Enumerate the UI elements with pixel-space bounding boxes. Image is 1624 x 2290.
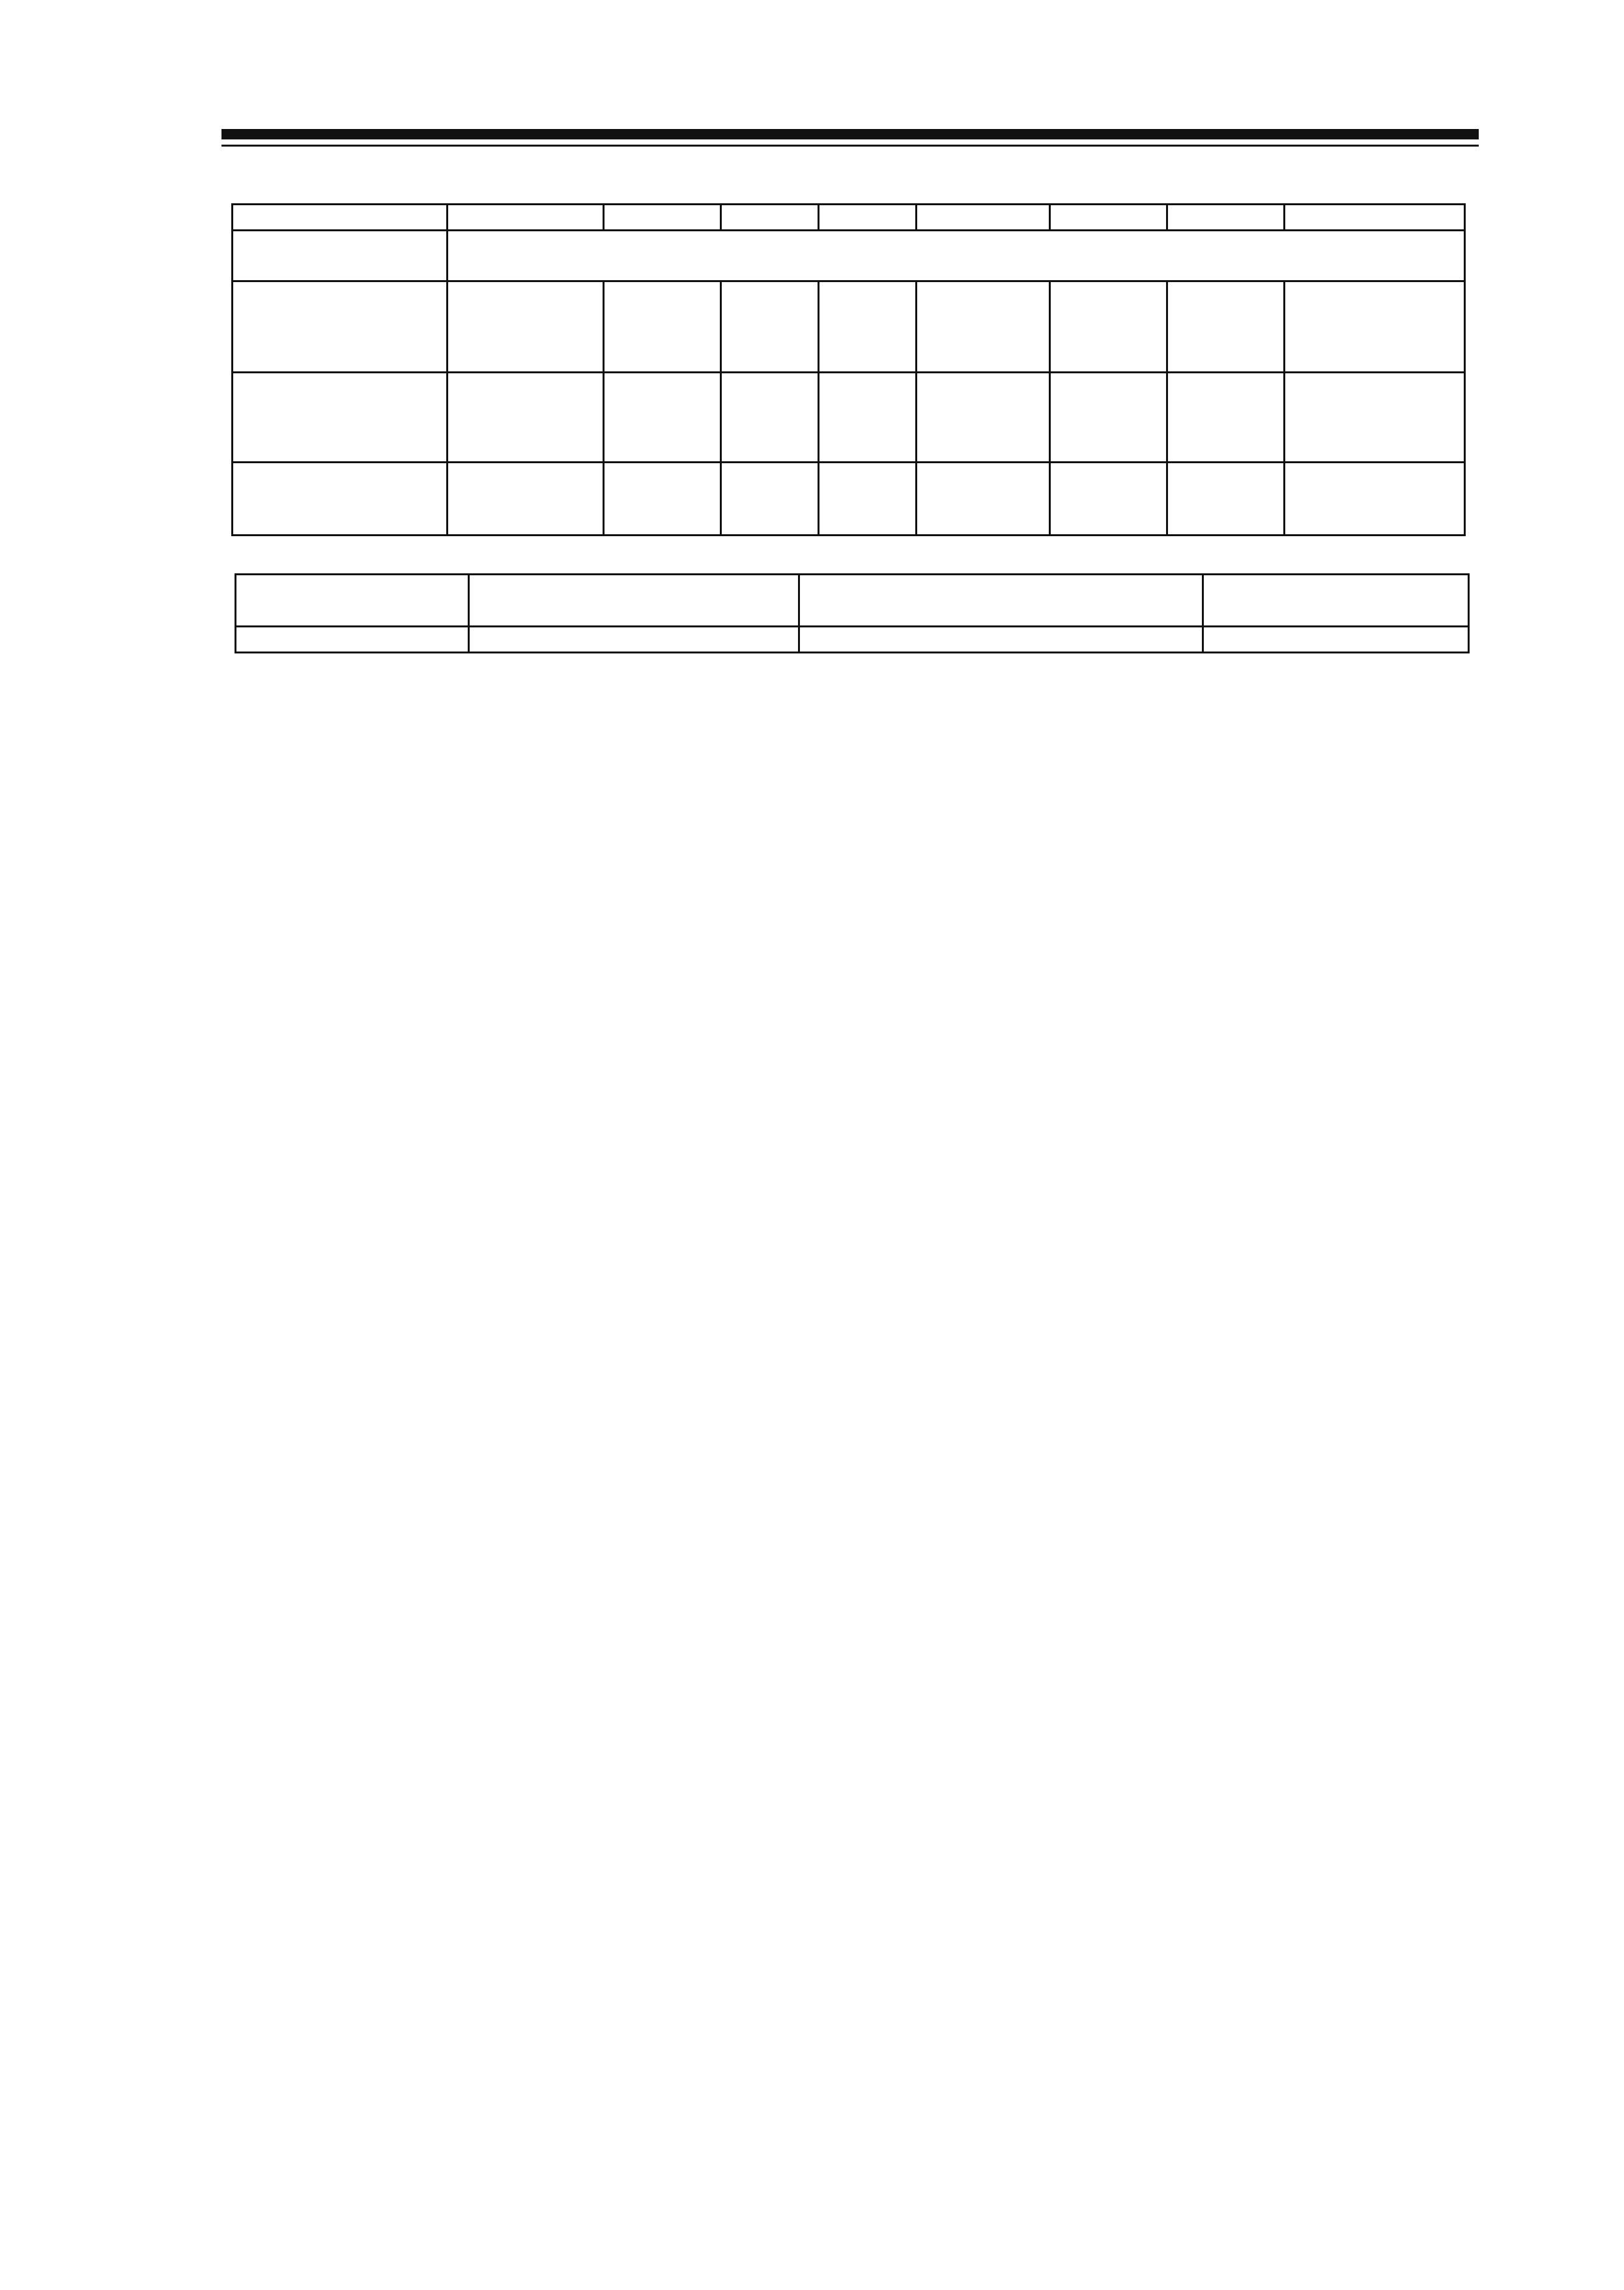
table2-header-row <box>236 575 1469 627</box>
cell-c5 <box>819 373 917 463</box>
column-number <box>819 205 917 231</box>
cell-c2 <box>448 281 604 373</box>
cell-c3 <box>604 463 721 536</box>
cell-c7 <box>1050 373 1167 463</box>
cell-c9 <box>1285 281 1465 373</box>
colnum <box>236 627 469 653</box>
colnum <box>469 627 799 653</box>
column-number <box>1050 205 1167 231</box>
cell-c8 <box>1167 281 1285 373</box>
cell-c4 <box>721 463 819 536</box>
column-number <box>917 205 1050 231</box>
row-label <box>233 281 448 373</box>
microbiology-table <box>231 203 1466 536</box>
header-rule-thin <box>221 145 1479 147</box>
colnum <box>1203 627 1469 653</box>
header-rule-thick <box>221 129 1479 139</box>
table1-row <box>233 281 1465 373</box>
column-number <box>721 205 819 231</box>
cell-c2 <box>448 463 604 536</box>
table1-row <box>233 463 1465 536</box>
cell-c8 <box>1167 463 1285 536</box>
header-indicators <box>469 575 799 627</box>
cell-c9 <box>1285 463 1465 536</box>
row-label <box>233 373 448 463</box>
cell-c6 <box>917 463 1050 536</box>
cell-c6 <box>917 373 1050 463</box>
column-number <box>233 205 448 231</box>
column-number <box>448 205 604 231</box>
row-label <box>233 231 448 281</box>
header-note <box>1203 575 1469 627</box>
safety-indicators-table <box>235 573 1470 653</box>
cell-c5 <box>819 281 917 373</box>
colnum <box>799 627 1203 653</box>
header-levels <box>799 575 1203 627</box>
cell-c3 <box>604 281 721 373</box>
cell-c6 <box>917 281 1050 373</box>
cell-c9 <box>1285 373 1465 463</box>
table1-row <box>233 373 1465 463</box>
column-number <box>1285 205 1465 231</box>
row-span-text <box>448 231 1465 281</box>
table2-column-numbers <box>236 627 1469 653</box>
cell-c4 <box>721 373 819 463</box>
cell-c8 <box>1167 373 1285 463</box>
cell-c3 <box>604 373 721 463</box>
table1-row-aseptic <box>233 231 1465 281</box>
row-label <box>233 463 448 536</box>
cell-c4 <box>721 281 819 373</box>
cell-c7 <box>1050 281 1167 373</box>
header-index <box>236 575 469 627</box>
column-number <box>1167 205 1285 231</box>
cell-c5 <box>819 463 917 536</box>
table1-column-numbers <box>233 205 1465 231</box>
cell-c2 <box>448 373 604 463</box>
cell-c7 <box>1050 463 1167 536</box>
column-number <box>604 205 721 231</box>
